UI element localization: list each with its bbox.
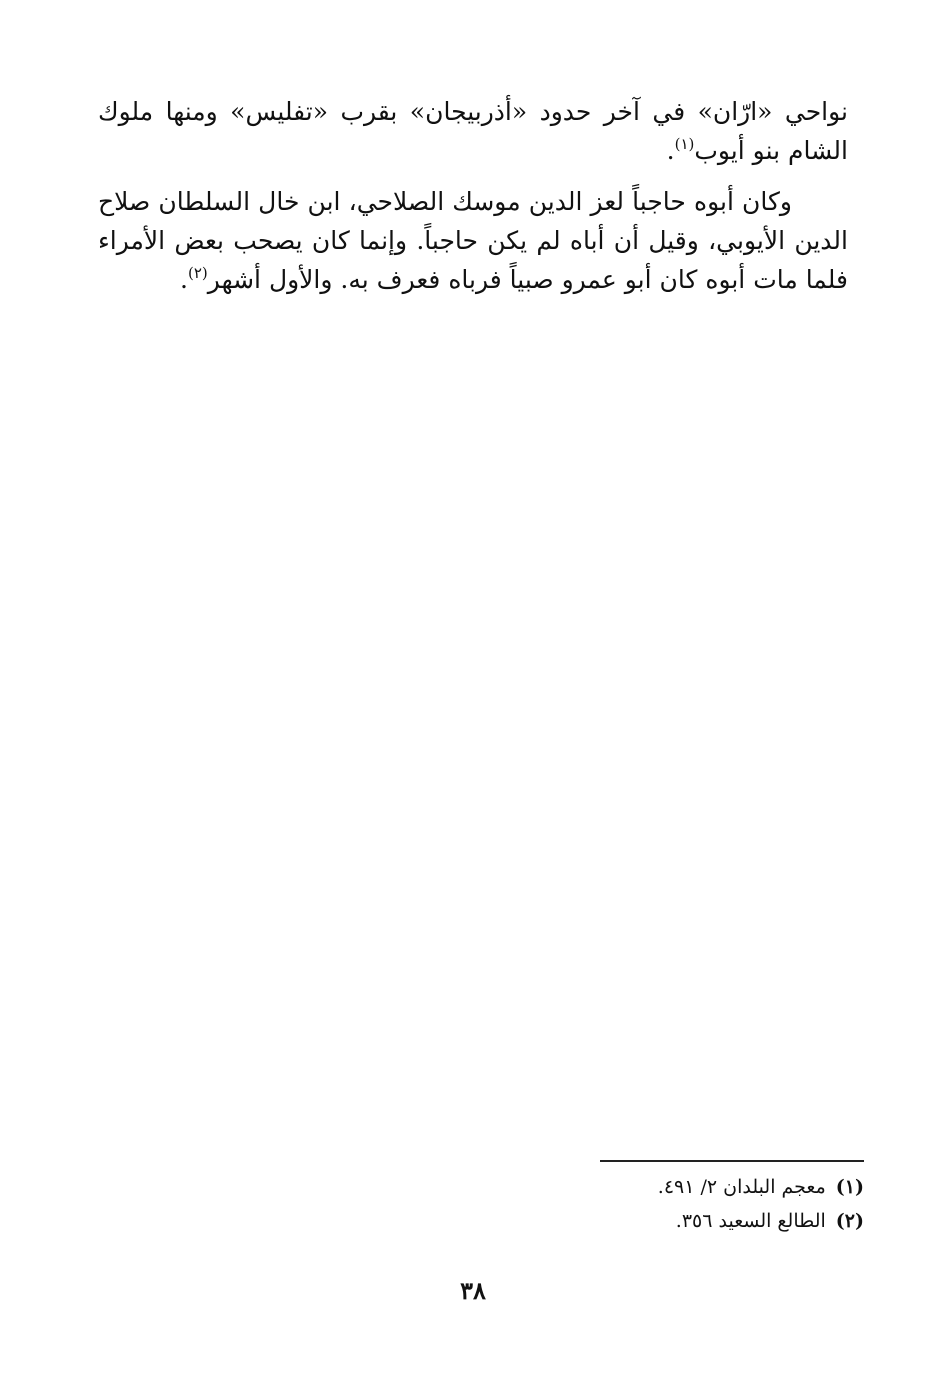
footnote-ref-1: (١) xyxy=(674,135,695,153)
footnote-ref-2: (٢) xyxy=(188,264,208,282)
paragraph-2 xyxy=(98,182,848,299)
paragraph-1-text: نواحي «ارّان» في آخر حدود «أذربيجان» بقرب «تفليس» ومنها ملوك الشام بنو أيوب xyxy=(98,97,848,165)
footnotes xyxy=(560,1170,864,1238)
paragraph-2-end: . xyxy=(180,265,188,294)
paragraph-1 xyxy=(98,92,848,170)
main-text xyxy=(98,92,848,299)
footnote-separator xyxy=(600,1160,864,1162)
paragraph-2-text: وكان أبوه حاجباً لعز الدين موسك الصلاحي، ابن خال السلطان صلاح الدين الأيوبي، وقيل أن أباه لم يكن حاجباً. وإنما كان يصحب بعض الأمراء فلما مات أبوه كان أبو عمرو صبياً فرباه فعرف به. والأول أشهر xyxy=(98,187,848,294)
footnote-2-number: (٢) xyxy=(835,1210,864,1232)
footnote-2-text: الطالع السعيد ٣٥٦. xyxy=(675,1210,826,1232)
page-number: ٣٨ xyxy=(460,1276,486,1305)
footnote-2 xyxy=(560,1204,864,1238)
footnote-1 xyxy=(560,1170,864,1204)
paragraph-1-end: . xyxy=(666,136,675,165)
footnote-1-number: (١) xyxy=(835,1176,864,1198)
footnote-1-text: معجم البلدان ٢/ ٤٩١. xyxy=(657,1176,826,1198)
